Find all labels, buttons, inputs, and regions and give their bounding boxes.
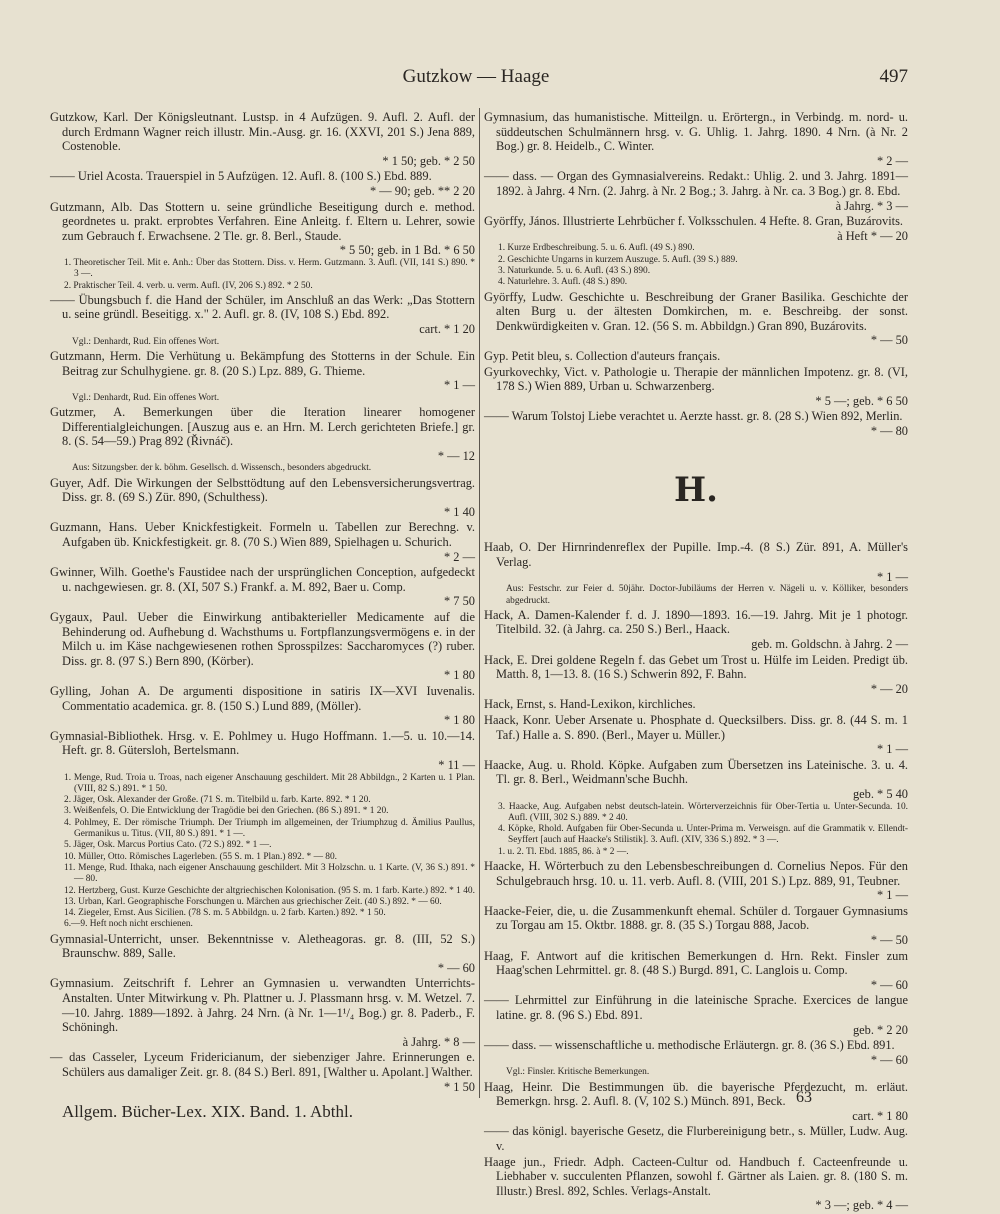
- entry-note: Vgl.: Finsler. Kritische Bemerkungen.: [506, 1067, 650, 1078]
- bibliography-entry: [50, 293, 475, 348]
- entry-sublist: [484, 802, 908, 858]
- entry-price: * 3 —; geb. * 4 —: [815, 1198, 908, 1213]
- entry-subitem: 4. Pohlmey, E. Der römische Triumph. Der Triumph im allgemeinen, der Triumphzug d. Ämilius Paullus, Germanikus u. Titus. (VII, 80 S.) 891. * 1 —.: [64, 817, 475, 840]
- entry-text: Guzmann, Hans. Ueber Knickfestigkeit. Formeln u. Tabellen zur Berechng. v. Aufgaben üb. Knickfestigkeit. gr. 8. (70 S.) Wien 889, Spielhagen u. Schurich.: [50, 520, 475, 550]
- entry-subitem: 10. Müller, Otto. Römisches Lagerleben. (55 S. m. 1 Plan.) 892. * — 80.: [64, 851, 338, 862]
- entry-price: * 7 50: [444, 594, 475, 609]
- entry-price: * 1 —: [877, 742, 908, 757]
- entry-subitem: 6.—9. Heft noch nicht erschienen.: [64, 919, 193, 930]
- bibliography-entry: [484, 904, 908, 948]
- bibliography-entry: [484, 1038, 908, 1078]
- entry-price: * 2 —: [877, 153, 908, 168]
- bibliography-entry: [50, 684, 475, 728]
- entry-subitem: 3. Haacke, Aug. Aufgaben nebst deutsch-latein. Wörterverzeichnis für Ober-Tertia u. Unter-Secunda. 10. Aufl. (VIII, 302 S.) 889. * 2 40.: [498, 801, 908, 823]
- bibliography-entry: [50, 405, 475, 475]
- entry-text: Gymnasial-Unterricht, unser. Bekenntnisse v. Aletheagoras. gr. 8. (III, 52 S.) Braunschw. 889, Salle.: [50, 931, 475, 961]
- bibliography-entry: [50, 476, 475, 520]
- bibliography-entry: [484, 349, 908, 364]
- entry-price: * — 60: [870, 977, 908, 992]
- entry-subitem: 3. Naturkunde. 5. u. 6. Aufl. (43 S.) 890.: [498, 265, 651, 276]
- entry-price: geb. * 5 40: [852, 786, 908, 801]
- entry-subitem: 13. Urban, Karl. Geographische Forschungen u. Märchen aus griechischer Zeit. (40 S.) 892. * — 60.: [64, 896, 442, 907]
- left-column: [50, 110, 475, 1095]
- entry-price: * — 90; geb. ** 2 20: [370, 183, 475, 198]
- bibliography-entry: [484, 653, 908, 697]
- right-column-top: [484, 110, 908, 438]
- entry-note: Aus: Festschr. zur Feier d. 50jähr. Doctor-Jubiläums der Herren v. Nägeli u. v. Kölliker, besonders abgedruckt.: [506, 584, 908, 606]
- entry-text: —— Übungsbuch f. die Hand der Schüler, im Anschluß an das Werk: „Das Stottern u. seine gründl. Beseitigg. x." 2. Aufl. gr. 8. (IV, 108 S.) Ebd. 892.: [50, 292, 475, 322]
- entry-price: à Heft * — 20: [837, 228, 908, 243]
- entry-text: Gutzmer, A. Bemerkungen über die Iteration linearer homogener Differentialgleichungen. [Auszug aus e. an Hrn. M. Lerch gerichteten Briefe.] gr. 8. (S. 54—59.) Prag 892 (Řivnáč).: [50, 404, 475, 449]
- bibliography-entry: [484, 1124, 908, 1153]
- entry-sublist: [50, 258, 475, 292]
- bibliography-entry: [484, 214, 908, 288]
- entry-price: * 1 80: [444, 713, 475, 728]
- column-divider: [479, 108, 480, 1098]
- bibliography-entry: [50, 610, 475, 683]
- entry-text: Gymnasium. Zeitschrift f. Lehrer an Gymnasien u. verwandten Unterrichts-Anstalten. Unter Mitwirkung v. Ph. Plattner u. J. Plassmann hrsg. v. M. Wetzel. 7.—10. Jahrg. 1889—1892. à Jahrg. 24 Nrn. (à Nr. 1—1¹/₄ Bog.) gr. 8. Paderb., F. Schöningh.: [50, 976, 475, 1035]
- page-header: [44, 66, 908, 88]
- entry-price: à Jahrg. * 3 —: [835, 198, 908, 213]
- entry-price: * 1 —: [877, 569, 908, 584]
- entry-text: Hack, Ernst, s. Hand-Lexikon, kirchliches.: [484, 697, 696, 712]
- entry-text: —— Warum Tolstoj Liebe verachtet u. Aerzte hasst. gr. 8. (28 S.) Wien 892, Merlin.: [484, 409, 903, 424]
- entry-text: Guyer, Adf. Die Wirkungen der Selbsttödtung auf den Lebensversicherungsvertrag. Diss. gr. 8. (69 S.) Zür. 890, (Schulthess).: [50, 475, 475, 505]
- entry-price: * — 50: [870, 933, 908, 948]
- entry-text: Haab, O. Der Hirnrindenreflex der Pupille. Imp.-4. (8 S.) Zür. 891, A. Müller's Verlag.: [484, 540, 908, 570]
- bibliography-entry: [484, 713, 908, 757]
- entry-text: Gutzmann, Alb. Das Stottern u. seine gründliche Beseitigung durch e. method. geordnetes u. prakt. erprobtes Verfahren. Eine Anleitg. f. Eltern u. Lehrer, sowie zum Gebrauch f. Erwachsene. 2 Tle. gr. 8. Berl., Staude.: [50, 199, 475, 243]
- footer-signature: Allgem. Bücher-Lex. XIX. Band. 1. Abthl.: [62, 1102, 353, 1121]
- bibliography-entry: [50, 1050, 475, 1094]
- bibliography-entry: [484, 993, 908, 1037]
- entry-price: * — 60: [437, 960, 475, 975]
- entry-text: —— dass. — wissenschaftliche u. methodische Erläutergn. gr. 8. (36 S.) Ebd. 891.: [484, 1038, 895, 1053]
- entry-text: —— das königl. bayerische Gesetz, die Flurbereinigung betr., s. Müller, Ludw. Aug. v.: [484, 1124, 908, 1154]
- bibliography-entry: [50, 349, 475, 404]
- entry-subitem: 1. Kurze Erdbeschreibung. 5. u. 6. Aufl. (49 S.) 890.: [498, 243, 695, 254]
- entry-text: Haacke, Aug. u. Rhold. Köpke. Aufgaben zum Übersetzen ins Lateinische. 3. u. 4. Tl. gr. 8. Berl., Weidmann'sche Buchh.: [484, 757, 908, 787]
- entry-price: * 5 —; geb. * 6 50: [815, 393, 908, 408]
- bibliography-entry: [484, 758, 908, 858]
- entry-subitem: 1. u. 2. Tl. Ebd. 1885, 86. à * 2 —.: [498, 846, 629, 857]
- entry-text: Haacke-Feier, die, u. die Zusammenkunft ehemal. Schüler d. Torgauer Gymnasiums zu Torgau am 15. Oktbr. 1888. gr. 8. (35 S.) Torgau 888, Jacob.: [484, 903, 908, 933]
- entry-text: Haage jun., Friedr. Adph. Cacteen-Cultur od. Handbuch f. Cacteenfreunde u. Liebhaber v. succulenten Pflanzen, sowohl f. Gärtner als Laien. gr. 8. (180 S. m. Illustr.) Bresl. 892, Schles. Verlags-Anstalt.: [484, 1154, 908, 1198]
- entry-text: —— Lehrmittel zur Einführung in die lateinische Sprache. Exercices de langue latine. gr. 8. (96 S.) Ebd. 891.: [484, 993, 908, 1022]
- entry-subitem: 11. Menge, Rud. Ithaka, nach eigener Anschauung geschildert. Mit 3 Holzschn. u. 1 Karte. (V, 36 S.) 891. * — 80.: [64, 862, 475, 885]
- entry-subitem: 4. Köpke, Rhold. Aufgaben für Ober-Secunda u. Unter-Prima m. Verweisgn. auf die Grammatik v. Ellendt-Seyffert [auch auf Haacke's Stilistik]. 3. Aufl. (XIV, 336 S.) 892. * 3 —.: [498, 824, 908, 846]
- entry-subitem: 14. Ziegeler, Ernst. Aus Sicilien. (78 S. m. 5 Abbildgn. u. 2 farb. Karten.) 892. * 1 50.: [64, 908, 386, 919]
- entry-price: * — 20: [870, 681, 908, 696]
- right-column: [484, 110, 908, 1214]
- entry-price: * 5 50; geb. in 1 Bd. * 6 50: [339, 243, 475, 258]
- entry-text: Györffy, Ludw. Geschichte u. Beschreibung der Graner Basilika. Geschichte der alten Burg u. der ältesten Domkirchen, m. e. Beschreibg. der sonst. Denkwürdigkeiten v. Gran. 12. (56 S. m. Abbildgn.) Gran 890, Buzárovits.: [484, 289, 908, 333]
- bibliography-entry: [50, 520, 475, 564]
- entry-price: * 1 —: [444, 378, 475, 393]
- entry-price: geb. * 2 20: [852, 1022, 908, 1037]
- entry-price: * 1 50: [444, 1079, 475, 1094]
- bibliography-entry: [50, 110, 475, 168]
- running-title: Gutzkow — Haage: [402, 66, 550, 87]
- entry-subitem: 1. Theoretischer Teil. Mit e. Anh.: Über das Stottern. Diss. v. Herm. Gutzmann. 3. Aufl. (VII, 141 S.) 890. * 3 —.: [64, 257, 475, 280]
- entry-price: * — 12: [437, 448, 475, 463]
- entry-text: —— Uriel Acosta. Trauerspiel in 5 Aufzügen. 12. Aufl. 8. (100 S.) Ebd. 889.: [50, 169, 432, 184]
- bibliography-entry: [484, 290, 908, 348]
- entry-text: Gylling, Johan A. De argumenti dispositione in satiris IX—XVI Iuvenalis. Commentatio academica. gr. 8. (150 S.) Lund 889, (Möller).: [50, 683, 475, 713]
- entry-subitem: 12. Hertzberg, Gust. Kurze Geschichte der altgriechischen Kolonisation. (95 S. m. 1 farb. Karte.) 892. * 1 40.: [64, 885, 475, 896]
- entry-note: Vgl.: Denhardt, Rud. Ein offenes Wort.: [72, 392, 220, 403]
- entry-sublist: [484, 243, 908, 288]
- entry-text: Gutzmann, Herm. Die Verhütung u. Bekämpfung des Stotterns in der Schule. Ein Beitrag zur Schulhygiene. gr. 8. (20 S.) Lpz. 889, G. Thieme.: [50, 348, 475, 378]
- entry-note: Aus: Sitzungsber. der k. böhm. Gesellsch. d. Wissensch., besonders abgedruckt.: [72, 463, 372, 474]
- entry-subitem: 4. Naturlehre. 3. Aufl. (48 S.) 890.: [498, 277, 628, 288]
- entry-subitem: 2. Jäger, Osk. Alexander der Große. (71 S. m. Titelbild u. farb. Karte. 892. * 1 20.: [64, 795, 371, 806]
- entry-price: geb. m. Goldschn. à Jahrg. 2 —: [751, 637, 908, 652]
- entry-price: * 11 —: [438, 757, 475, 772]
- entry-price: * 1 40: [444, 504, 475, 519]
- bibliography-entry: [484, 949, 908, 993]
- entry-price: cart. * 1 20: [419, 322, 475, 337]
- bibliography-entry: [484, 409, 908, 438]
- entry-subitem: 5. Jäger, Osk. Marcus Portius Cato. (72 S.) 892. * 1 —.: [64, 840, 272, 851]
- entry-text: Gutzkow, Karl. Der Königsleutnant. Lustsp. in 4 Aufzügen. 9. Aufl. 2. Aufl. der durch Erdmann Wagner reich illustr. Min.-Ausg. gr. 16. (XXVI, 201 S.) Jena 889, Costenoble.: [50, 110, 475, 154]
- page-number: 497: [879, 66, 908, 87]
- bibliography-entry: [484, 608, 908, 652]
- entry-price: * — 60: [870, 1052, 908, 1067]
- bibliography-entry: [484, 1155, 908, 1213]
- entry-price: * — 80: [870, 423, 908, 438]
- entry-price: * 1 —: [877, 888, 908, 903]
- entry-price: * 1 80: [444, 668, 475, 683]
- right-column-bottom: [484, 540, 908, 1213]
- entry-text: —— dass. — Organ des Gymnasialvereins. Redakt.: Uhlig. 2. und 3. Jahrg. 1891—1892. à Jahrg. 4 Nrn. (2. Jahrg. à Nr. 2 Bog.; 3. Jahrg. à Nr. ca. 3 Bog.) gr. 8. Ebd.: [484, 169, 908, 198]
- bibliography-entry: [50, 169, 475, 198]
- entry-text: Gwinner, Wilh. Goethe's Faustidee nach der ursprünglichen Conception, aufgedeckt u. nachgewiesen. gr. 8. (XI, 507 S.) Frankf. a. M. 892, Baer u. Comp.: [50, 565, 475, 594]
- entry-text: Haag, F. Antwort auf die kritischen Bemerkungen d. Hrn. Rekt. Finsler zum Haag'schen Lehrmittel. gr. 8. (48 S.) Burgd. 891, C. Langlois u. Comp.: [484, 948, 908, 978]
- bibliography-entry: [50, 200, 475, 292]
- entry-text: Hack, A. Damen-Kalender f. d. J. 1890—1893. 16.—19. Jahrg. Mit je 1 photogr. Titelbild. 32. (à Jahrg. ca. 250 S.) Berl., Haack.: [484, 607, 908, 637]
- bibliography-entry: [484, 110, 908, 168]
- entry-text: — das Casseler, Lyceum Fridericianum, der siebenziger Jahre. Erinnerungen e. Schülers aus damaliger Zeit. gr. 8. (84 S.) Berl. 891, [Walther u. Apolant.] Walther.: [50, 1050, 475, 1080]
- entry-text: Gyurkovechky, Vict. v. Pathologie u. Therapie der männlichen Impotenz. gr. 8. (VI, 178 S.) Wien 889, Urban u. Schwarzenberg.: [484, 364, 908, 394]
- bibliography-entry: [50, 565, 475, 609]
- entry-text: Gymnasium, das humanistische. Mitteilgn. u. Erörtergn., in Verbindg. m. nord- u. süddeutschen Schulmännern hrsg. v. G. Uhlig. 1. Jahrg. 1890. 4 Nrn. (à Nr. 2 Bog.) gr. 8. Heidelb., C. Winter.: [484, 110, 908, 154]
- entry-subitem: 3. Weißenfels, O. Die Entwicklung der Tragödie bei den Griechen. (86 S.) 891. * 1 20.: [64, 806, 389, 817]
- bibliography-entry: [484, 859, 908, 903]
- entry-text: Gyp. Petit bleu, s. Collection d'auteurs français.: [484, 348, 721, 363]
- entry-text: Györffy, János. Illustrierte Lehrbücher f. Volksschulen. 4 Hefte. 8. Gran, Buzárovits.: [484, 214, 903, 229]
- entry-text: Haag, Heinr. Die Bestimmungen üb. die bayerische Pferdezucht, m. erläut. Bemerkgn. hrsg. 2. Aufl. 8. (V, 102 S.) Münch. 891, Beck.: [484, 1079, 908, 1109]
- bibliography-entry: [484, 1080, 908, 1124]
- entry-text: Gymnasial-Bibliothek. Hrsg. v. E. Pohlmey u. Hugo Hoffmann. 1.—5. u. 10.—14. Heft. gr. 8. Gütersloh, Bertelsmann.: [50, 728, 475, 758]
- entry-text: Gygaux, Paul. Ueber die Einwirkung antibakterieller Medicamente auf die Behinderung od. Aufhebung d. Wachsthums u. Fortpflanzungsvermögens e. in der Milch u. im Käse nachgewiesenen rothen Sprosspilzes: Saccharomyces (?) ruber. Diss. gr. 8. (97 S.) Bern 890, (Körber).: [50, 610, 475, 668]
- bibliography-entry: [484, 540, 908, 606]
- entry-price: * 2 —: [444, 549, 475, 564]
- entry-subitem: 1. Menge, Rud. Troia u. Troas, nach eigener Anschauung geschildert. Mit 28 Abbildgn., 2 Karten u. 1 Plan. (VIII, 82 S.) 891. * 1 50.: [64, 772, 475, 794]
- bibliography-entry: [484, 365, 908, 409]
- entry-price: * — 50: [870, 333, 908, 348]
- entry-subitem: 2. Praktischer Teil. 4. verb. u. verm. Aufl. (IV, 206 S.) 892. * 2 50.: [64, 280, 313, 291]
- bibliography-entry: [50, 932, 475, 976]
- entry-text: Haack, Konr. Ueber Arsenate u. Phosphate d. Quecksilbers. Diss. gr. 8. (44 S. m. 1 Taf.) Halle a. S. 890. (Berl., Mayer u. Müller.): [484, 713, 908, 742]
- bibliography-entry: [484, 697, 908, 712]
- entry-text: Haacke, H. Wörterbuch zu den Lebensbeschreibungen d. Cornelius Nepos. Für den Schulgebrauch hrsg. 10. u. 11. verb. Aufl. 8. (VIII, 201 S.) Lpz. 889, 91, Teubner.: [484, 859, 908, 888]
- entry-price: à Jahrg. * 8 —: [402, 1034, 475, 1049]
- bibliography-entry: [484, 169, 908, 213]
- bibliography-entry: [50, 976, 475, 1049]
- section-letter: H.: [674, 470, 718, 511]
- footer-sheet-number: 63: [796, 1089, 812, 1106]
- bibliography-entry: [50, 729, 475, 931]
- entry-sublist: [50, 773, 475, 931]
- entry-price: * 1 50; geb. * 2 50: [382, 153, 475, 168]
- entry-note: Vgl.: Denhardt, Rud. Ein offenes Wort.: [72, 336, 220, 347]
- entry-subitem: 2. Geschichte Ungarns in kurzem Auszuge. 5. Aufl. (39 S.) 889.: [498, 254, 738, 265]
- entry-price: cart. * 1 80: [852, 1108, 908, 1123]
- entry-text: Hack, E. Drei goldene Regeln f. das Gebet um Trost u. Hülfe im Leiden. Predigt üb. Matth. 8, 1—13. 8. (16 S.) Schwerin 892, F. Bahn.: [484, 652, 908, 682]
